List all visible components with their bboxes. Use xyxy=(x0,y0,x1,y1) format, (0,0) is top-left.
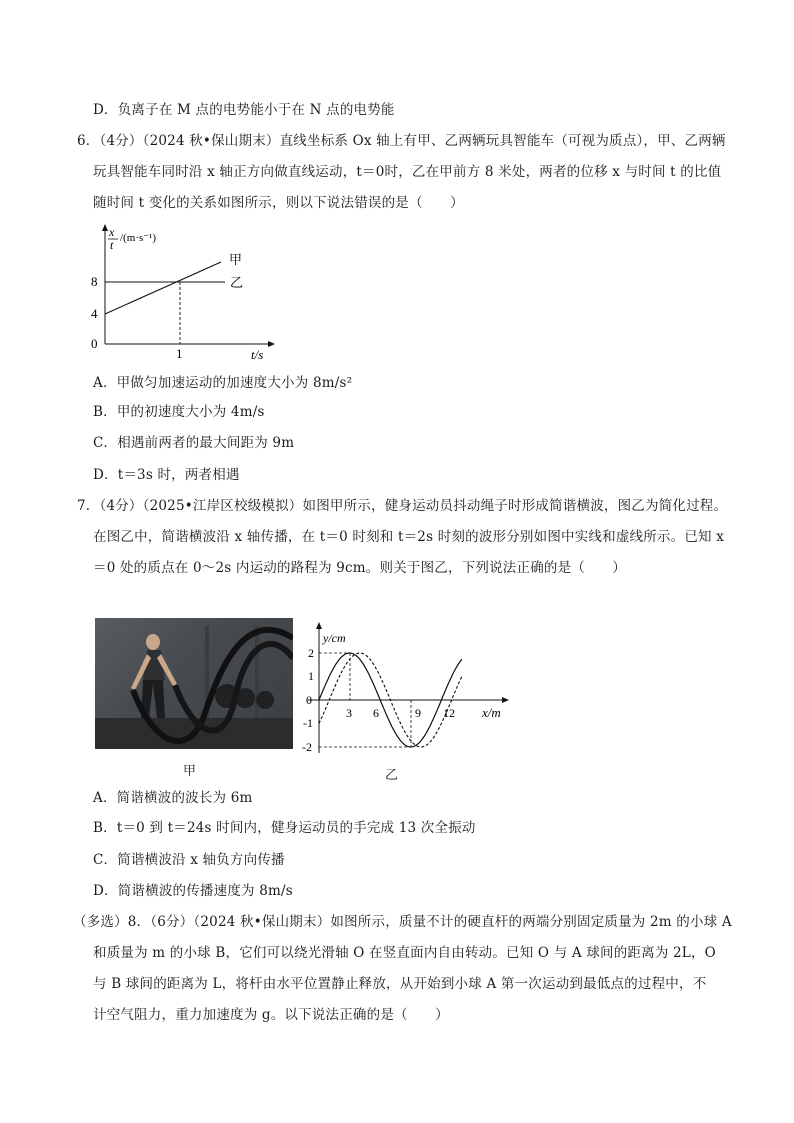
wave-xtick-3: 3 xyxy=(346,706,352,720)
q7-stem-line-1: 7．（4分）（2025•江岸区校级模拟）如图甲所示，健身运动员抖动绳子时形成简谐横波，图乙为简化过程。 xyxy=(77,498,728,514)
q7-option-a: A．简谐横波的波长为 6m xyxy=(93,790,253,806)
q5-option-d: D．负离子在 M 点的电势能小于在 N 点的电势能 xyxy=(93,102,395,118)
wave-xlabel: x/m xyxy=(482,705,501,720)
q6-option-a: A．甲做匀加速运动的加速度大小为 8m/s² xyxy=(93,375,353,391)
wave-ytick-1: 1 xyxy=(308,669,314,683)
ylabel-numerator: x xyxy=(109,225,115,239)
q8-stem-line-3: 与 B 球间的距离为 L，将杆由水平位置静止释放，从开始到小球 A 第一次运动到最低点的过程中，不 xyxy=(93,976,707,992)
q8-stem-line-4: 计空气阻力，重力加速度为 g。以下说法正确的是（ ） xyxy=(93,1007,449,1023)
origin-label: 0 xyxy=(91,336,98,351)
ylabel-denominator: t xyxy=(110,238,114,252)
q7-wave-graph xyxy=(300,620,520,760)
caption-jia: 甲 xyxy=(183,764,197,779)
q6-stem-line-1: 6．（4分）（2024 秋•保山期末）直线坐标系 Ox 轴上有甲、乙两辆玩具智能车（可视为质点），甲、乙两辆 xyxy=(77,133,726,149)
q6-stem-line-2: 玩具智能车同时沿 x 轴正方向做直线运动，t＝0时，乙在甲前方 8 米处，两者的位移 x 与时间 t 的比值 xyxy=(93,164,722,180)
label-jia: 甲 xyxy=(229,252,243,267)
ylabel-unit: /(m·s⁻¹) xyxy=(120,232,156,244)
battle-rope-photo-art xyxy=(95,618,293,749)
x-axis-arrow xyxy=(268,341,275,347)
q6-option-b: B．甲的初速度大小为 4m/s xyxy=(93,404,265,420)
wave-ytick-neg1: -1 xyxy=(303,716,313,730)
q7-option-d: D．简谐横波的传播速度为 8m/s xyxy=(93,883,293,899)
q7-option-c: C．简谐横波沿 x 轴负方向传播 xyxy=(93,852,285,868)
label-yi: 乙 xyxy=(230,275,244,290)
q6-stem-line-3: 随时间 t 变化的关系如图所示，则以下说法错误的是（ ） xyxy=(93,195,464,211)
xtick-1: 1 xyxy=(176,346,183,361)
q6-option-d: D．t＝3s 时，两者相遇 xyxy=(93,467,240,483)
wave-ytick-neg2: -2 xyxy=(302,740,312,754)
q7-stem-line-3: ＝0 处的质点在 0～2s 内运动的路程为 9cm。则关于图乙，下列说法正确的是（ ） xyxy=(93,560,627,576)
q8-stem-line-2: 和质量为 m 的小球 B，它们可以绕光滑轴 O 在竖直面内自由转动。已知 O 与 A 球间的距离为 2L，O xyxy=(93,945,716,961)
wave-x-axis-arrow xyxy=(502,697,509,703)
battle-rope-photo xyxy=(95,618,293,749)
y-axis-arrow xyxy=(102,224,108,231)
q7-stem-line-2: 在图乙中，简谐横波沿 x 轴传播，在 t＝0 时刻和 t＝2s 时刻的波形分别如图中实线和虚线所示。已知 x xyxy=(93,529,725,545)
q7-option-b: B．t＝0 到 t＝24s 时间内，健身运动员的手完成 13 次全振动 xyxy=(93,820,476,836)
wave-ylabel: y/cm xyxy=(323,631,346,645)
q6-option-c: C．相遇前两者的最大间距为 9m xyxy=(93,435,295,451)
wave-xtick-12: 12 xyxy=(443,706,455,720)
ytick-4: 4 xyxy=(91,306,98,321)
q6-graph xyxy=(85,222,285,362)
wave-xtick-9: 9 xyxy=(415,706,421,720)
xlabel: t/s xyxy=(251,347,264,362)
wave-ytick-2: 2 xyxy=(308,646,314,660)
caption-yi: 乙 xyxy=(385,768,399,783)
ytick-8: 8 xyxy=(91,274,98,289)
q8-stem-line-1: （多选）8．（6分）（2024 秋•保山期末）如图所示，质量不计的硬直杆的两端分别固定质量为 2m 的小球 A xyxy=(73,914,732,930)
series-jia-line xyxy=(105,262,221,314)
wave-xtick-6: 6 xyxy=(373,706,379,720)
wave-origin: 0 xyxy=(306,693,312,707)
wave-y-axis-arrow xyxy=(316,622,322,629)
